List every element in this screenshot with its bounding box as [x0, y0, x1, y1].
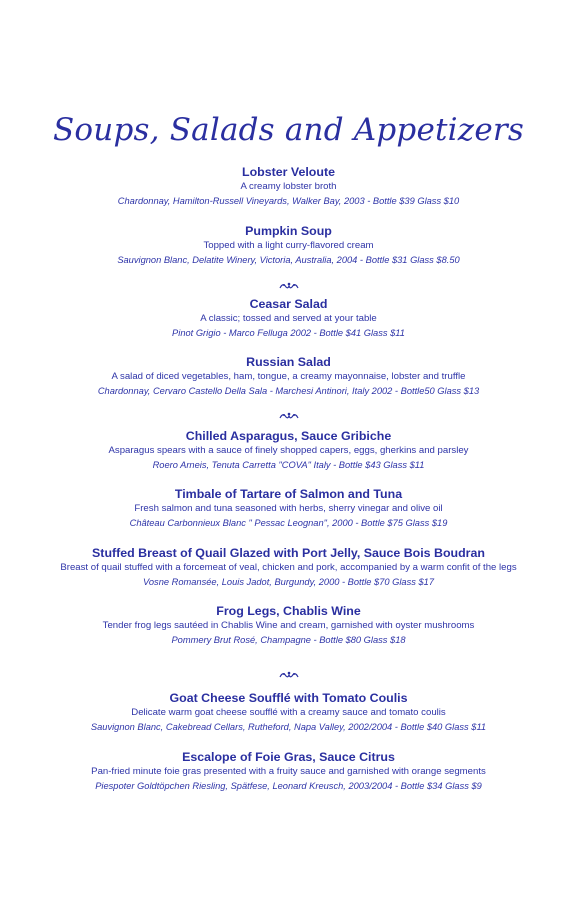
- floral-ornament-icon: [0, 408, 577, 426]
- dish-name: Chilled Asparagus, Sauce Gribiche: [185, 429, 392, 443]
- dish-description: A salad of diced vegetables, ham, tongue, a creamy mayonnaise, lobster and truffle: [111, 371, 466, 382]
- wine-pairing: Chardonnay, Cervaro Castello Della Sala - Marchesi Antinori, Italy 2002 - Bottle50 Glass $13: [97, 386, 480, 396]
- wine-pairing: Sauvignon Blanc, Delatite Winery, Victoria, Australia, 2004 - Bottle $31 Glass $8.50: [117, 255, 460, 265]
- dish-description: Topped with a light curry-flavored cream: [203, 240, 374, 251]
- wine-pairing: Château Carbonnieux Blanc " Pessac Leognan", 2000 - Bottle $75 Glass $19: [129, 518, 448, 528]
- menu-item-frog-legs: [0, 603, 577, 647]
- menu-item-foie-gras: [0, 749, 577, 793]
- wine-pairing: Sauvignon Blanc, Cakebread Cellars, Rutheford, Napa Valley, 2002/2004 - Bottle $40 Glass $11: [90, 722, 487, 732]
- menu-item-pumpkin-soup: [0, 223, 577, 267]
- wine-pairing: Vosne Romansée, Louis Jadot, Burgundy, 2000 - Bottle $70 Glass $17: [143, 577, 434, 587]
- menu-item-goat-cheese-souffle: [0, 690, 577, 734]
- menu-item-ceasar-salad: [0, 296, 577, 340]
- wine-pairing: Pinot Grigio - Marco Felluga 2002 - Bottle $41 Glass $11: [172, 328, 405, 338]
- wine-pairing: Pommery Brut Rosé, Champagne - Bottle $80 Glass $18: [171, 635, 406, 645]
- dish-description: Tender frog legs sautéed in Chablis Wine and cream, garnished with oyster mushrooms: [102, 620, 475, 631]
- wine-pairing: Piespoter Goldtöpchen Riesling, Spätfese, Leonard Kreusch, 2003/2004 - Bottle $34 Glass $9: [95, 781, 482, 791]
- dish-description: Fresh salmon and tuna seasoned with herbs, sherry vinegar and olive oil: [134, 503, 443, 514]
- dish-description: A creamy lobster broth: [240, 181, 337, 192]
- dish-name: Frog Legs, Chablis Wine: [216, 604, 361, 618]
- wine-pairing: Chardonnay, Hamilton-Russell Vineyards, Walker Bay, 2003 - Bottle $39 Glass $10: [117, 196, 460, 206]
- dish-description: Pan-fried minute foie gras presented with a fruity sauce and garnished with orange segments: [91, 766, 486, 777]
- dish-name: Pumpkin Soup: [245, 224, 332, 238]
- menu-item-lobster-veloute: [0, 164, 577, 208]
- dish-name: Lobster Veloute: [242, 165, 335, 179]
- wine-pairing: Roero Arneis, Tenuta Carretta "COVA" Italy - Bottle $43 Glass $11: [152, 460, 425, 470]
- dish-description: Breast of quail stuffed with a forcemeat of veal, chicken and pork, accompanied by a warm confit of the legs: [60, 562, 517, 573]
- dish-name: Escalope of Foie Gras, Sauce Citrus: [182, 750, 395, 764]
- floral-ornament-icon: [0, 278, 577, 296]
- menu-item-stuffed-quail: [0, 545, 577, 589]
- dish-description: Asparagus spears with a sauce of finely shopped capers, eggs, gherkins and parsley: [108, 445, 469, 456]
- page-title: Soups, Salads and Appetizers: [53, 112, 524, 148]
- dish-name: Stuffed Breast of Quail Glazed with Port Jelly, Sauce Bois Boudran: [92, 546, 485, 560]
- dish-name: Goat Cheese Soufflé with Tomato Coulis: [169, 691, 408, 705]
- floral-ornament-icon: [0, 667, 577, 685]
- menu-item-timbale-salmon-tuna: [0, 486, 577, 530]
- menu-item-russian-salad: [0, 354, 577, 398]
- dish-name: Russian Salad: [246, 355, 331, 369]
- dish-name: Ceasar Salad: [249, 297, 328, 311]
- dish-name: Timbale of Tartare of Salmon and Tuna: [174, 487, 403, 501]
- dish-description: A classic; tossed and served at your table: [200, 313, 377, 324]
- dish-description: Delicate warm goat cheese soufflé with a creamy sauce and tomato coulis: [131, 707, 446, 718]
- menu-item-chilled-asparagus: [0, 428, 577, 472]
